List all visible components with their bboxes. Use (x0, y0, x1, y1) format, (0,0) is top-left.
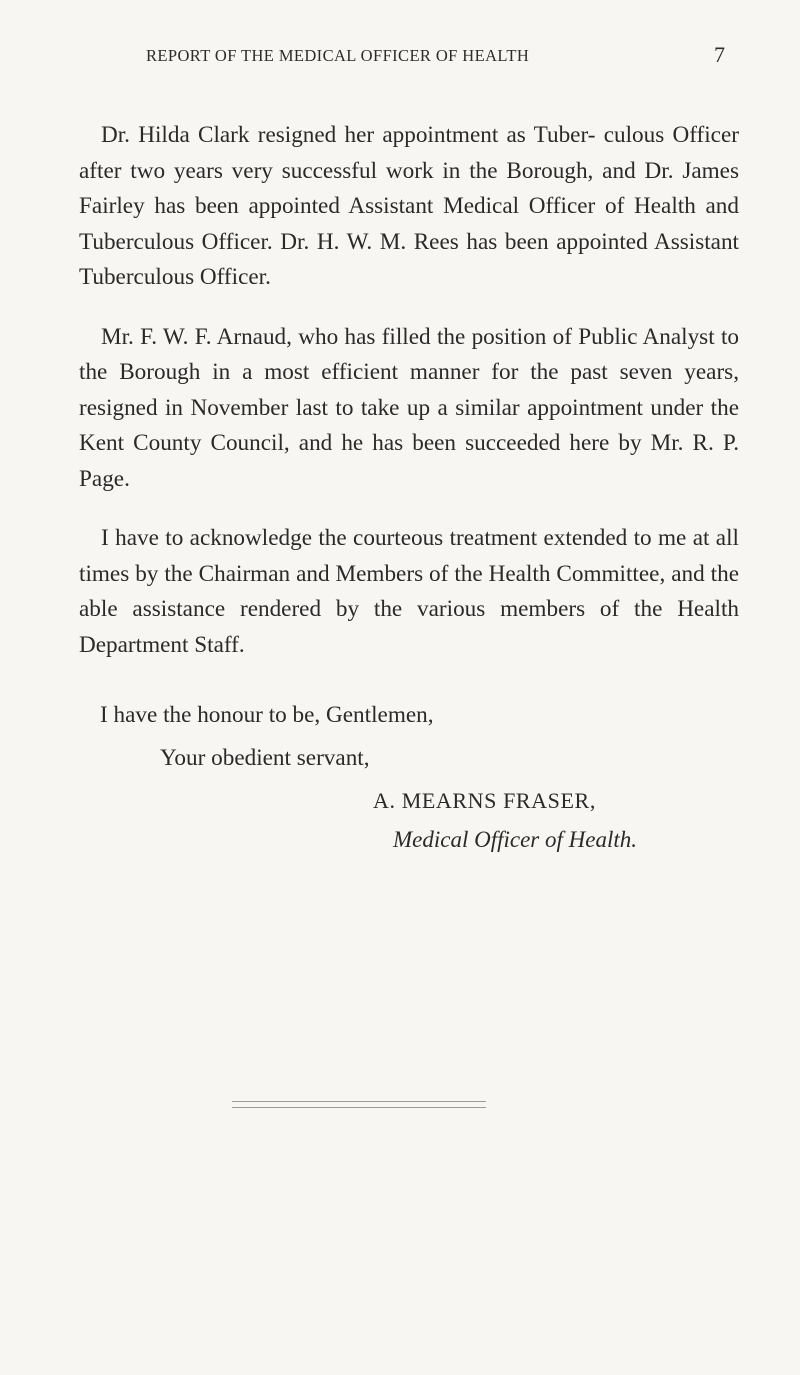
report-body (79, 118, 739, 687)
signature-name: A. MEARNS FRASER, (373, 788, 596, 813)
closing-servant: Your obedient servant, (160, 745, 370, 771)
paragraph-staff-changes: Dr. Hilda Clark resigned her appointment as Tuber- culous Officer after two years very successful work in the Borough, and Dr. James Fairley has been appointed Assistant Medical Officer of Health and Tuberculous Officer. Dr. H. W. M. Rees has been appointed Assistant Tuberculous Officer. (79, 122, 739, 290)
page-number: 7 (714, 42, 725, 67)
running-head: REPORT OF THE MEDICAL OFFICER OF HEALTH (146, 46, 530, 65)
divider-rule (232, 1101, 486, 1102)
closing-honour: I have the honour to be, Gentlemen, (100, 702, 434, 728)
signature-title: Medical Officer of Health. (393, 827, 637, 852)
paragraph-acknowledgement: I have to acknowledge the courteous treatment extended to me at all times by the Chairman and Members of the Health Committee, and the able assistance rendered by the various members of the Health Department Staff. (79, 525, 739, 658)
paragraph-public-analyst: Mr. F. W. F. Arnaud, who has filled the position of Public Analyst to the Borough in a most efficient manner for the past seven years, resigned in November last to take up a similar appointment under the Kent County Council, and he has been succeeded here by Mr. R. P. Page. (79, 323, 739, 492)
divider-rule (232, 1107, 486, 1108)
